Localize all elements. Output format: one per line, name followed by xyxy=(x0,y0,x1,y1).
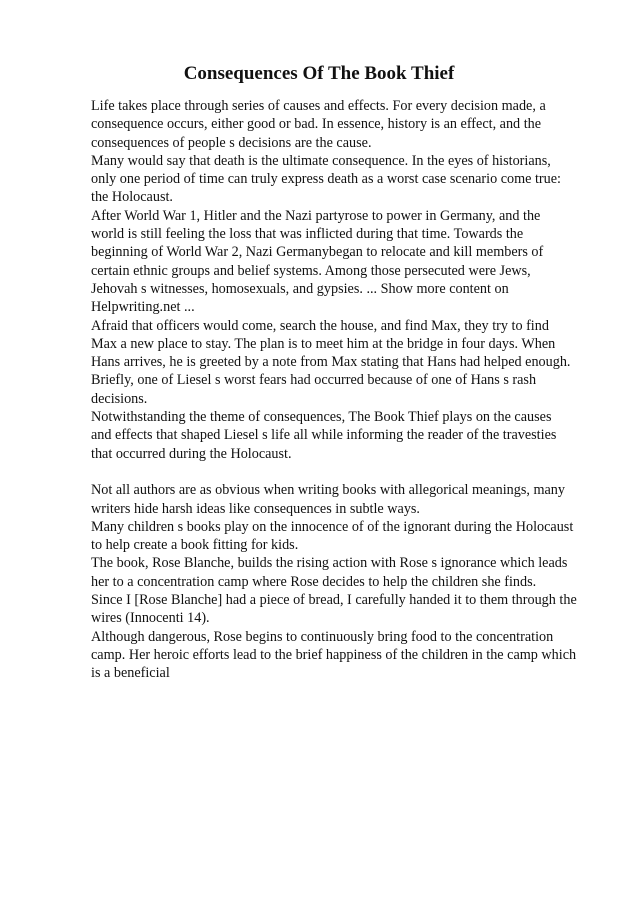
page-title: Consequences Of The Book Thief xyxy=(183,63,455,84)
paragraph-7 xyxy=(91,518,599,555)
text-line: beginning of World War 2, Nazi Germanybegan to relocate and kill members of xyxy=(91,244,544,261)
paragraph-1 xyxy=(91,97,599,152)
text-line: to help create a book fitting for kids. xyxy=(91,537,299,554)
text-line: Briefly, one of Liesel s worst fears had occurred because of one of Hans s rash xyxy=(91,372,537,389)
text-line: Not all authors are as obvious when writing books with allegorical meanings, many xyxy=(91,482,565,499)
text-line: After World War 1, Hitler and the Nazi partyrose to power in Germany, and the xyxy=(91,207,541,224)
text-line: camp. Her heroic efforts lead to the brief happiness of the children in the camp which xyxy=(91,646,577,663)
text-line: the Holocaust. xyxy=(91,189,173,206)
text-line: decisions. xyxy=(91,390,148,407)
text-line: only one period of time can truly express death as a worst case scenario come true: xyxy=(91,171,561,188)
text-line: and effects that shaped Liesel s life all while informing the reader of the travesties xyxy=(91,427,557,444)
text-line: that occurred during the Holocaust. xyxy=(91,445,292,462)
text-line: Notwithstanding the theme of consequences, The Book Thief plays on the causes xyxy=(91,409,552,426)
text-line: Although dangerous, Rose begins to continuously bring food to the concentration xyxy=(91,628,554,645)
section-spacer xyxy=(91,463,599,481)
text-line: is a beneficial xyxy=(91,665,170,682)
paragraph-2 xyxy=(91,152,599,207)
paragraph-6 xyxy=(91,481,599,518)
section-1 xyxy=(91,97,599,463)
text-line: Hans arrives, he is greeted by a note from Max stating that Hans had helped enough. xyxy=(91,354,571,371)
text-line: Many would say that death is the ultimate consequence. In the eyes of historians, xyxy=(91,152,551,169)
text-line: Afraid that officers would come, search the house, and find Max, they try to find xyxy=(91,317,549,334)
text-line: Jehovah s witnesses, homosexuals, and gypsies. ... Show more content on xyxy=(91,280,509,297)
text-line: Many children s books play on the innocence of of the ignorant during the Holocaust xyxy=(91,518,574,535)
text-line: Since I [Rose Blanche] had a piece of bread, I carefully handed it to them through the xyxy=(91,592,577,609)
paragraph-3 xyxy=(91,207,599,317)
text-line: wires (Innocenti 14). xyxy=(91,610,210,627)
section-2 xyxy=(91,481,599,682)
paragraph-10 xyxy=(91,628,599,683)
text-line: The book, Rose Blanche, builds the rising action with Rose s ignorance which leads xyxy=(91,555,568,572)
text-line: certain ethnic groups and belief systems. Among those persecuted were Jews, xyxy=(91,262,531,279)
text-line: writers hide harsh ideas like consequences in subtle ways. xyxy=(91,500,420,517)
paragraph-4 xyxy=(91,317,599,408)
document-body xyxy=(91,97,599,683)
text-line: her to a concentration camp where Rose decides to help the children she finds. xyxy=(91,573,537,590)
paragraph-5 xyxy=(91,408,599,463)
text-line: consequences of people s decisions are the cause. xyxy=(91,134,372,151)
paragraph-8 xyxy=(91,554,599,591)
text-line: world is still feeling the loss that was inflicted during that time. Towards the xyxy=(91,226,524,243)
text-line: consequence occurs, either good or bad. In essence, history is an effect, and the xyxy=(91,116,542,133)
text-line: Max a new place to stay. The plan is to meet him at the bridge in four days. When xyxy=(91,335,556,352)
paragraph-9 xyxy=(91,591,599,628)
text-line: Helpwriting.net ... xyxy=(91,299,195,316)
text-line: Life takes place through series of causes and effects. For every decision made, a xyxy=(91,98,546,114)
